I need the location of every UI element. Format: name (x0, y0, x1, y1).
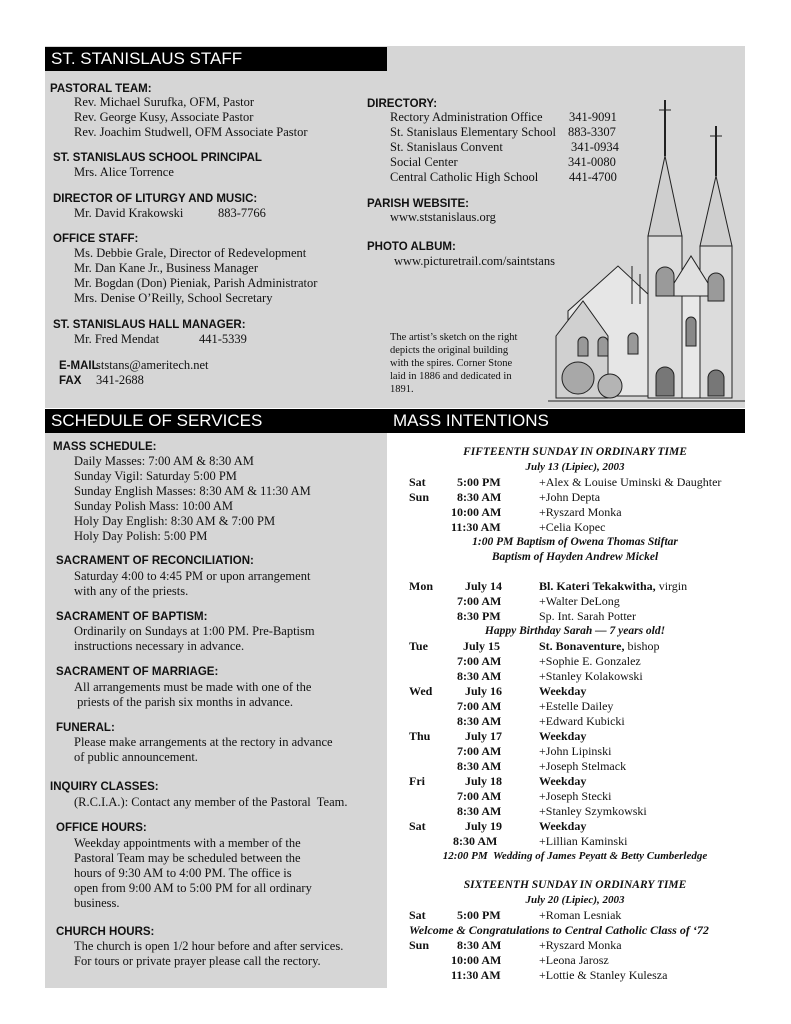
principal-heading: ST. STANISLAUS SCHOOL PRINCIPAL (53, 152, 262, 164)
liturgy-name: Mr. David Krakowski (74, 206, 184, 220)
feast-name: Bl. Kateri Tekakwitha, (539, 579, 656, 593)
intention-time: 7:00 AM (457, 699, 502, 713)
church-hours-heading: CHURCH HOURS: (56, 926, 155, 938)
mass-schedule-line: Holy Day Polish: 5:00 PM (74, 529, 208, 543)
directory-phone: 341-0080 (568, 155, 616, 169)
caption-line: laid in 1886 and dedicated in (390, 371, 512, 382)
office-staff-heading: OFFICE STAFF: (53, 233, 139, 245)
directory-name: Social Center (390, 155, 458, 169)
text-line: business. (74, 896, 120, 910)
intention-weekday: Weekday (539, 684, 587, 698)
text-line: Pastoral Team may be scheduled between the (74, 851, 301, 865)
week1-title: FIFTEENTH SUNDAY IN ORDINARY TIME (463, 446, 687, 458)
text-line: Saturday 4:00 to 4:45 PM or upon arrangement (74, 569, 311, 583)
caption-line: with the spires. Corner Stone (390, 358, 513, 369)
intention-text: +Ryszard Monka (539, 938, 622, 952)
intention-day: Fri (409, 774, 425, 788)
intention-time: 8:30 AM (457, 759, 502, 773)
hall-name: Mr. Fred Mendat (74, 332, 160, 346)
album-heading: PHOTO ALBUM: (367, 241, 456, 253)
website-heading: PARISH WEBSITE: (367, 198, 470, 210)
pastoral-list (74, 95, 308, 140)
text-line: Please make arrangements at the rectory in advance (74, 735, 333, 749)
staff-title: ST. STANISLAUS STAFF (45, 47, 387, 71)
pastoral-heading: PASTORAL TEAM: (50, 83, 152, 95)
liturgy-phone: 883-7766 (218, 206, 266, 220)
intention-text: +Lottie & Stanley Kulesza (539, 968, 668, 982)
funeral-text (74, 735, 333, 765)
text-line: priests of the parish six months in advance. (74, 695, 294, 709)
intention-text: +Edward Kubicki (539, 714, 625, 728)
marriage-text (74, 680, 311, 710)
directory-phone: 441-4700 (569, 170, 617, 184)
inquiry-heading: INQUIRY CLASSES: (50, 781, 159, 793)
funeral-heading: FUNERAL: (56, 722, 115, 734)
intention-date: July 18 (465, 774, 503, 788)
intention-time: 8:30 AM (457, 490, 502, 504)
intention-weekday: Weekday (539, 729, 587, 743)
intention-day: Sat (409, 475, 426, 489)
principal-name: Mrs. Alice Torrence (74, 165, 174, 179)
mass-schedule-line: Daily Masses: 7:00 AM & 8:30 AM (74, 454, 254, 468)
text-line: Ordinarily on Sundays at 1:00 PM. Pre-Baptism (74, 624, 315, 638)
week1-date: July 13 (Lipiec), 2003 (525, 461, 625, 473)
intention-day: Sat (409, 819, 426, 833)
directory-name: Rectory Administration Office (390, 110, 543, 124)
intention-time: 10:00 AM (451, 505, 502, 519)
caption-line: The artist’s sketch on the right (390, 332, 518, 343)
intention-text: +Alex & Louise Uminski & Daughter (539, 475, 722, 489)
intention-time: 11:30 AM (451, 968, 501, 982)
directory-name: St. Stanislaus Convent (390, 140, 503, 154)
mass-schedule-line: Sunday Polish Mass: 10:00 AM (74, 499, 234, 513)
email-value[interactable]: ststans@ameritech.net (96, 358, 209, 372)
intention-time: 8:30 AM (457, 669, 502, 683)
intention-time: 8:30 AM (457, 804, 502, 818)
week2-date: July 20 (Lipiec), 2003 (525, 894, 625, 906)
intention-text: +John Lipinski (539, 744, 612, 758)
sketch-caption (390, 331, 517, 396)
text-line: with any of the priests. (74, 584, 189, 598)
text-line: open from 9:00 AM to 5:00 PM for all ordinary (74, 881, 312, 895)
hall-heading: ST. STANISLAUS HALL MANAGER: (53, 319, 246, 331)
intention-feast (539, 579, 687, 594)
intention-text: +Stanley Kolakowski (539, 669, 643, 683)
intention-text: +Lillian Kaminski (539, 834, 628, 848)
intention-text: +Roman Lesniak (539, 908, 622, 922)
marriage-heading: SACRAMENT OF MARRIAGE: (56, 666, 219, 678)
intention-day: Tue (409, 639, 428, 653)
reconciliation-heading: SACRAMENT OF RECONCILIATION: (56, 555, 254, 567)
intention-weekday: Weekday (539, 774, 587, 788)
intention-date: July 14 (465, 579, 503, 593)
caption-line: 1891. (390, 384, 414, 395)
feast-name: St. Bonaventure, (539, 639, 625, 653)
intention-time: 8:30 AM (453, 834, 498, 848)
intention-time: 5:00 PM (457, 908, 501, 922)
pastoral-line: Rev. Joachim Studwell, OFM Associate Pastor (74, 125, 308, 139)
intention-date: July 16 (465, 684, 503, 698)
intention-time: 10:00 AM (451, 953, 502, 967)
mass-schedule-line: Sunday Vigil: Saturday 5:00 PM (74, 469, 237, 483)
mass-schedule-list (74, 454, 311, 544)
email-label: E-MAIL (59, 360, 99, 372)
church-hours-text (74, 939, 343, 969)
intention-time: 7:00 AM (457, 789, 502, 803)
intention-time: 8:30 AM (457, 938, 502, 952)
text-line: instructions necessary in advance. (74, 639, 245, 653)
mass-schedule-line: Sunday English Masses: 8:30 AM & 11:30 AM (74, 484, 311, 498)
hall-phone: 441-5339 (199, 332, 247, 346)
directory-phone: 341-0934 (571, 140, 619, 154)
welcome-note: Welcome & Congratulations to Central Catholic Class of ‘72 (409, 923, 709, 937)
directory-phone: 341-9091 (569, 110, 617, 124)
intention-date: July 17 (465, 729, 503, 743)
baptism-note: 1:00 PM Baptism of Owena Thomas Stiftar (472, 536, 678, 548)
inquiry-text: (R.C.I.A.): Contact any member of the Pastoral Team. (74, 795, 348, 809)
text-line: of public announcement. (74, 750, 198, 764)
feast-suffix: virgin (655, 579, 688, 593)
reconciliation-text (74, 569, 310, 599)
intention-time: 7:00 AM (457, 654, 502, 668)
intention-text: +Joseph Stelmack (539, 759, 627, 773)
text-line: For tours or private prayer please call the rectory. (74, 954, 321, 968)
feast-suffix: bishop (624, 639, 660, 653)
office-hours-text (74, 836, 312, 911)
website-link[interactable]: www.ststanislaus.org (390, 210, 496, 224)
intention-time: 8:30 AM (457, 714, 502, 728)
intention-day: Thu (409, 729, 431, 743)
directory-name: Central Catholic High School (390, 170, 539, 184)
intention-text: +John Depta (539, 490, 601, 504)
intention-text: +Sophie E. Gonzalez (539, 654, 641, 668)
liturgy-heading: DIRECTOR OF LITURGY AND MUSIC: (53, 193, 258, 205)
intentions-title: MASS INTENTIONS (387, 409, 745, 433)
directory-name: St. Stanislaus Elementary School (390, 125, 556, 139)
intention-weekday: Weekday (539, 819, 587, 833)
office-staff-line: Mr. Dan Kane Jr., Business Manager (74, 261, 258, 275)
office-staff-list (74, 246, 317, 306)
intention-time: 7:00 AM (457, 594, 502, 608)
mass-schedule-line: Holy Day English: 8:30 AM & 7:00 PM (74, 514, 276, 528)
intention-text: Sp. Int. Sarah Potter (539, 609, 636, 623)
intention-date: July 19 (465, 819, 503, 833)
intention-time: 11:30 AM (451, 520, 501, 534)
intention-time: 5:00 PM (457, 475, 501, 489)
office-staff-line: Mr. Bogdan (Don) Pieniak, Parish Administrator (74, 276, 318, 290)
intention-day: Sat (409, 908, 426, 922)
directory-phone: 883-3307 (568, 125, 616, 139)
intention-day: Sun (409, 490, 430, 504)
intention-text: +Walter DeLong (539, 594, 620, 608)
services-title: SCHEDULE OF SERVICES (45, 409, 387, 433)
baptism-note: Baptism of Hayden Andrew Mickel (491, 551, 659, 563)
intention-time: 7:00 AM (457, 744, 502, 758)
text-line: All arrangements must be made with one of the (74, 680, 312, 694)
fax-value: 341-2688 (96, 373, 144, 387)
baptism-heading: SACRAMENT OF BAPTISM: (56, 611, 208, 623)
pastoral-line: Rev. George Kusy, Associate Pastor (74, 110, 254, 124)
intention-date: July 15 (463, 639, 501, 653)
directory-heading: DIRECTORY: (367, 98, 438, 110)
week2-title: SIXTEENTH SUNDAY IN ORDINARY TIME (463, 879, 687, 891)
intention-text: +Joseph Stecki (539, 789, 612, 803)
text-line: The church is open 1/2 hour before and after services. (74, 939, 344, 953)
birthday-note: Happy Birthday Sarah — 7 years old! (484, 625, 666, 637)
fax-label: FAX (59, 375, 82, 387)
intention-day: Mon (409, 579, 433, 593)
caption-line: depicts the original building (390, 345, 509, 356)
church-sketch (548, 96, 745, 408)
text-line: hours of 9:30 AM to 4:00 PM. The office is (74, 866, 292, 880)
intention-day: Sun (409, 938, 430, 952)
album-link[interactable]: www.picturetrail.com/saintstans (394, 254, 555, 268)
office-hours-heading: OFFICE HOURS: (56, 822, 147, 834)
text-line: Weekday appointments with a member of the (74, 836, 301, 850)
wedding-note: 12:00 PM Wedding of James Peyatt & Betty Cumberledge (442, 850, 708, 862)
mass-schedule-heading: MASS SCHEDULE: (53, 441, 157, 453)
intention-text: +Ryszard Monka (539, 505, 622, 519)
pastoral-line: Rev. Michael Surufka, OFM, Pastor (74, 95, 255, 109)
intention-text: +Stanley Szymkowski (539, 804, 647, 818)
intention-feast (539, 639, 659, 654)
intention-day: Wed (409, 684, 433, 698)
intention-time: 8:30 PM (457, 609, 501, 623)
office-staff-line: Ms. Debbie Grale, Director of Redevelopment (74, 246, 307, 260)
office-staff-line: Mrs. Denise O’Reilly, School Secretary (74, 291, 273, 305)
intention-text: +Celia Kopec (539, 520, 606, 534)
baptism-text (74, 624, 315, 654)
intention-text: +Leona Jarosz (539, 953, 609, 967)
intention-text: +Estelle Dailey (539, 699, 614, 713)
